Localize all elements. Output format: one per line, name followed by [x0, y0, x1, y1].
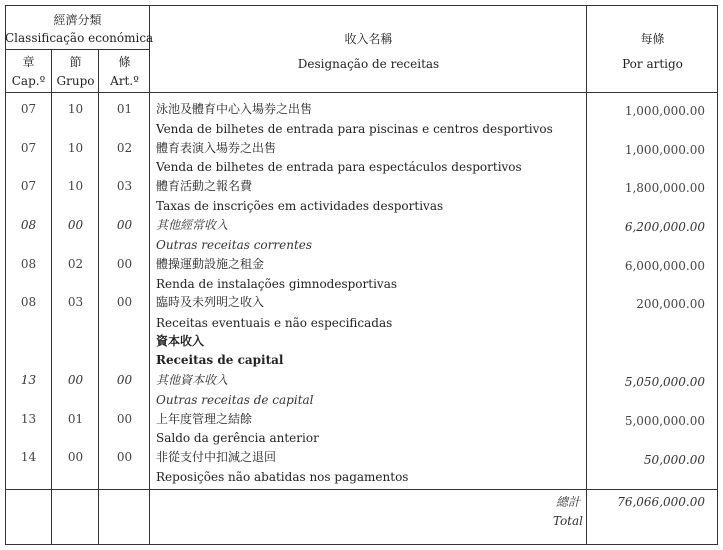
- section-heading-pt: Receitas de capital: [156, 353, 284, 367]
- row-grupo: 00: [67, 450, 84, 464]
- row-designation-zh: 體育表演入場券之出售: [156, 141, 277, 155]
- row-cap: 07: [20, 179, 37, 193]
- row-art: 00: [116, 373, 133, 387]
- row-cap: 08: [20, 257, 37, 271]
- row-art: 02: [116, 141, 133, 155]
- row-designation-zh: 體育活動之報名費: [156, 179, 253, 193]
- row-cap: 08: [20, 218, 37, 232]
- designation-header-zh: 收入名稱: [344, 32, 393, 46]
- amount-header-pt: Por artigo: [622, 57, 683, 71]
- row-art: 00: [116, 257, 133, 271]
- row-designation-pt: Reposições não abatidas nos pagamentos: [156, 470, 409, 484]
- row-designation-pt: Taxas de inscrições em actividades desportivas: [156, 199, 444, 213]
- grupo-header-pt: Grupo: [56, 74, 95, 88]
- row-amount: 1,000,000.00: [624, 104, 705, 118]
- row-amount: 1,000,000.00: [624, 143, 705, 157]
- row-art: 00: [116, 218, 133, 232]
- header-bottom-line: [5, 92, 718, 93]
- row-designation-pt: Venda de bilhetes de entrada para piscinas e centros desportivos: [156, 122, 553, 136]
- row-designation-pt: Outras receitas correntes: [156, 238, 313, 252]
- row-designation-pt: Venda de bilhetes de entrada para espectáculos desportivos: [156, 160, 522, 174]
- classification-header-divider: [5, 49, 150, 50]
- row-designation-zh: 其他資本收入: [156, 373, 229, 387]
- row-cap: 14: [20, 450, 37, 464]
- row-grupo: 00: [67, 373, 84, 387]
- row-grupo: 03: [67, 295, 84, 309]
- row-amount: 5,050,000.00: [624, 375, 705, 389]
- row-art: 00: [116, 295, 133, 309]
- row-designation-zh: 上年度管理之結餘: [156, 412, 253, 426]
- row-art: 00: [116, 412, 133, 426]
- total-row-line: [5, 489, 718, 490]
- total-amount: 76,066,000.00: [617, 495, 705, 509]
- row-cap: 07: [20, 102, 37, 116]
- classification-pt: Classificação económica: [5, 31, 154, 45]
- row-amount: 6,000,000.00: [624, 259, 705, 273]
- row-cap: 08: [20, 295, 37, 309]
- row-art: 00: [116, 450, 133, 464]
- amount-header-zh: 每條: [640, 32, 665, 46]
- art-header-pt: Art.º: [110, 74, 139, 88]
- row-grupo: 10: [67, 141, 84, 155]
- row-grupo: 02: [67, 257, 84, 271]
- row-designation-pt: Receitas eventuais e não especificadas: [156, 316, 393, 330]
- row-designation-pt: Saldo da gerência anterior: [156, 431, 319, 445]
- row-designation-pt: Outras receitas de capital: [156, 393, 314, 407]
- row-grupo: 01: [67, 412, 84, 426]
- row-cap: 07: [20, 141, 37, 155]
- row-designation-zh: 泳池及體育中心入場券之出售: [156, 102, 313, 116]
- row-designation-zh: 體操運動設施之租金: [156, 257, 265, 271]
- row-grupo: 10: [67, 102, 84, 116]
- row-designation-zh: 非從支付中扣減之退回: [156, 450, 277, 464]
- row-designation-zh: 臨時及未列明之收入: [156, 295, 265, 309]
- row-designation-pt: Renda de instalações gimnodesportivas: [156, 277, 398, 291]
- cap-header-pt: Cap.º: [11, 74, 46, 88]
- cap-header-zh: 章: [22, 55, 35, 69]
- designation-header-pt: Designação de receitas: [297, 57, 440, 71]
- total-label-pt: Total: [552, 514, 583, 528]
- total-label-zh: 總計: [555, 495, 580, 509]
- classification-zh: 經濟分類: [53, 13, 102, 27]
- row-grupo: 00: [67, 218, 84, 232]
- row-cap: 13: [20, 412, 37, 426]
- row-amount: 1,800,000.00: [624, 181, 705, 195]
- row-designation-zh: 其他經常收入: [156, 218, 229, 232]
- section-heading-zh: 資本收入: [156, 334, 205, 348]
- row-art: 01: [116, 102, 133, 116]
- row-art: 03: [116, 179, 133, 193]
- row-grupo: 10: [67, 179, 84, 193]
- row-amount: 200,000.00: [636, 297, 705, 311]
- row-cap: 13: [20, 373, 37, 387]
- row-amount: 5,000,000.00: [624, 414, 705, 428]
- grupo-header-zh: 節: [69, 55, 82, 69]
- row-amount: 50,000.00: [643, 453, 705, 467]
- art-header-zh: 條: [118, 55, 131, 69]
- row-amount: 6,200,000.00: [624, 220, 705, 234]
